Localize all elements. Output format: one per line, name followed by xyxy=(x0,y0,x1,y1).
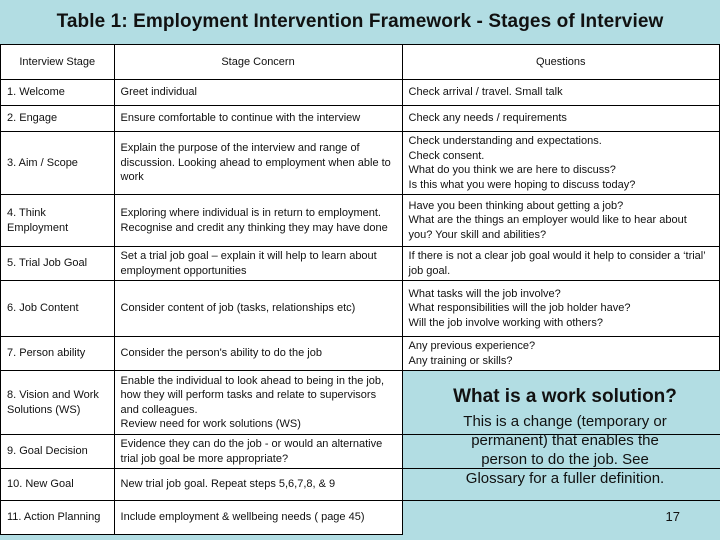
cell-concern: Greet individual xyxy=(114,80,402,106)
page-number: 17 xyxy=(665,509,680,524)
column-header-concern: Stage Concern xyxy=(114,45,402,80)
work-solution-heading: What is a work solution? xyxy=(453,386,677,407)
cell-stage: 3. Aim / Scope xyxy=(1,132,115,195)
cell-concern: Include employment & wellbeing needs ( page 45) xyxy=(114,501,402,535)
column-header-stage: Interview Stage xyxy=(1,45,115,80)
cell-concern: Explain the purpose of the interview and range of discussion. Looking ahead to employment when able to work xyxy=(114,132,402,195)
table-row xyxy=(1,281,720,337)
cell-stage: 7. Person ability xyxy=(1,337,115,371)
page-title: Table 1: Employment Intervention Framework - Stages of Interview xyxy=(56,11,664,32)
cell-concern: Evidence they can do the job - or would an alternative trial job goal be more appropriate? xyxy=(114,435,402,469)
cell-concern: Consider the person's ability to do the job xyxy=(114,337,402,371)
cell-stage: 1. Welcome xyxy=(1,80,115,106)
table-row xyxy=(1,195,720,247)
cell-concern: Set a trial job goal – explain it will help to learn about employment opportunities xyxy=(114,247,402,281)
table-row xyxy=(1,132,720,195)
cell-concern: New trial job goal. Repeat steps 5,6,7,8, & 9 xyxy=(114,469,402,501)
table-row xyxy=(1,247,720,281)
cell-stage: 6. Job Content xyxy=(1,281,115,337)
work-solution-body: This is a change (temporary or permanent) that enables the person to do the job. See Glossary for a fuller definition. xyxy=(463,413,667,487)
cell-questions: Check understanding and expectations. Check consent. What do you think we are here to discuss? Is this what you were hoping to discuss today? xyxy=(402,132,719,195)
cell-questions: Check arrival / travel. Small talk xyxy=(402,80,719,106)
cell-stage: 10. New Goal xyxy=(1,469,115,501)
cell-questions: What tasks will the job involve? What responsibilities will the job holder have? Will the job involve working with others? xyxy=(402,281,719,337)
cell-concern: Exploring where individual is in return to employment. Recognise and credit any thinking they may have done xyxy=(114,195,402,247)
cell-stage: 2. Engage xyxy=(1,106,115,132)
cell-stage: 9. Goal Decision xyxy=(1,435,115,469)
cell-stage: 11. Action Planning xyxy=(1,501,115,535)
cell-questions: Check any needs / requirements xyxy=(402,106,719,132)
cell-stage: 8. Vision and Work Solutions (WS) xyxy=(1,371,115,435)
cell-questions: Have you been thinking about getting a job? What are the things an employer would like to hear about you? Your skill and abilities? xyxy=(402,195,719,247)
cell-stage: 5. Trial Job Goal xyxy=(1,247,115,281)
cell-concern: Consider content of job (tasks, relationships etc) xyxy=(114,281,402,337)
cell-questions: Any previous experience? Any training or skills? xyxy=(402,337,719,371)
column-header-questions: Questions xyxy=(402,45,719,80)
table-row xyxy=(1,337,720,371)
cell-questions: If there is not a clear job goal would it help to consider a ‘trial’ job goal. xyxy=(402,247,719,281)
table-row xyxy=(1,80,720,106)
cell-concern: Ensure comfortable to continue with the interview xyxy=(114,106,402,132)
cell-concern: Enable the individual to look ahead to being in the job, how they will perform tasks and relate to supervisors and colleagues. Review need for work solutions (WS) xyxy=(114,371,402,435)
cell-stage: 4. Think Employment xyxy=(1,195,115,247)
table-row xyxy=(1,106,720,132)
